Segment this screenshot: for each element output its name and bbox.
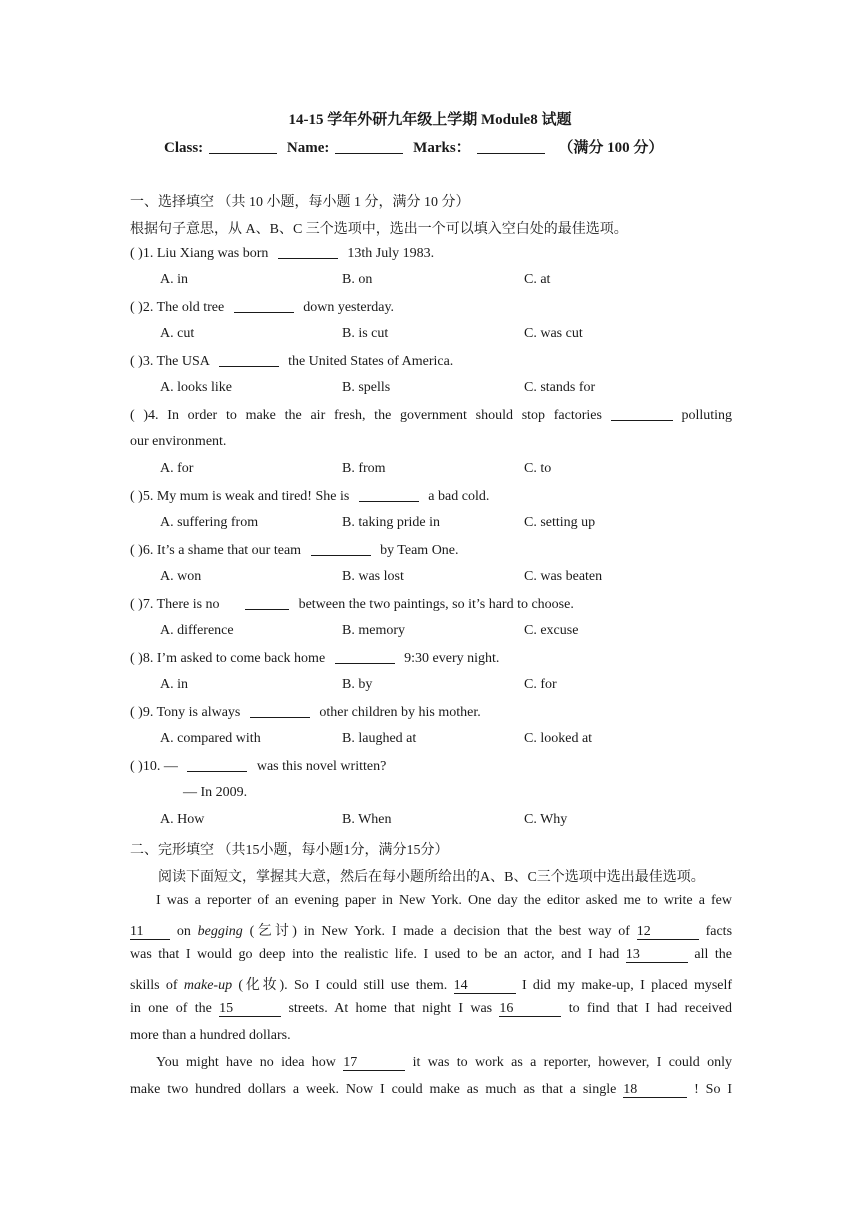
q7-option-b: B. memory [342, 623, 405, 638]
q10-option-c: C. Why [524, 812, 568, 827]
cloze-blank-12[interactable]: 12 [637, 925, 699, 940]
q1-option-a: A. in [160, 272, 188, 287]
cloze-blank-13[interactable]: 13 [626, 948, 688, 963]
passage-line-4: skills of make-up (化妆). So I could still use them. 14 I did my make-up, I placed myself [130, 978, 733, 993]
question-10: ( )10. — was this novel written? [130, 759, 387, 774]
q7-option-c: C. excuse [524, 623, 579, 638]
q4-option-a: A. for [160, 461, 194, 476]
question-10-response: — In 2009. [183, 785, 248, 800]
q6-option-a: A. won [160, 569, 202, 584]
q10-option-b: B. When [342, 812, 392, 827]
class-label: Class: [164, 140, 204, 156]
q3-option-a: A. looks like [160, 380, 232, 395]
answer-blank[interactable] [250, 704, 310, 718]
passage-line-3: was that I would go deep into the realistic life. I used to be an actor, and I had 13 all the [130, 947, 732, 962]
question-8: ( )8. I’m asked to come back home 9:30 every night. [130, 651, 500, 666]
passage-line-1: I was a reporter of an evening paper in New York. One day the editor asked me to write a few [156, 893, 732, 908]
question-9: ( )9. Tony is always other children by his mother. [130, 705, 481, 720]
q7-option-a: A. difference [160, 623, 234, 638]
answer-blank[interactable] [611, 407, 673, 421]
student-info-line [164, 136, 663, 157]
question-5: ( )5. My mum is weak and tired! She is a bad cold. [130, 489, 490, 504]
answer-blank[interactable] [359, 488, 419, 502]
q6-option-c: C. was beaten [524, 569, 603, 584]
question-2: ( )2. The old tree down yesterday. [130, 300, 395, 315]
cloze-blank-14[interactable]: 14 [454, 979, 516, 994]
q8-option-c: C. for [524, 677, 557, 692]
passage-line-8: make two hundred dollars a week. Now I could make as much as that a single 18 ! So I [130, 1082, 733, 1097]
cloze-blank-17[interactable]: 17 [343, 1056, 405, 1071]
q1-option-c: C. at [524, 272, 551, 287]
q4-option-b: B. from [342, 461, 386, 476]
answer-blank[interactable] [311, 542, 371, 556]
q8-option-a: A. in [160, 677, 188, 692]
q3-option-b: B. spells [342, 380, 391, 395]
q5-option-a: A. suffering from [160, 515, 259, 530]
passage-line-2: 11 on begging (乞讨) in New York. I made a decision that the best way of 12 facts [130, 924, 733, 939]
question-6: ( )6. It’s a shame that our team by Team One. [130, 543, 459, 558]
section1-heading: 一、选择填空 （共 10 小题，每小题 1 分，满分 10 分） [130, 195, 470, 210]
name-blank[interactable] [335, 139, 403, 154]
q4-option-c: C. to [524, 461, 552, 476]
section2-instruction: 阅读下面短文，掌握其大意，然后在每小题所给出的A、B、C三个选项中选出最佳选项。 [158, 870, 705, 885]
section2-heading: 二、完形填空 （共15小题，每小题1分，满分15分） [130, 843, 449, 858]
answer-blank[interactable] [187, 758, 247, 772]
q3-option-c: C. stands for [524, 380, 596, 395]
q8-option-b: B. by [342, 677, 373, 692]
q1-option-b: B. on [342, 272, 373, 287]
section1-instruction: 根据句子意思，从 A、B、C 三个选项中，选出一个可以填入空白处的最佳选项。 [130, 222, 628, 237]
q9-option-b: B. laughed at [342, 731, 417, 746]
full-score-note: （满分 100 分） [558, 140, 664, 156]
answer-blank[interactable] [245, 596, 289, 610]
class-blank[interactable] [209, 139, 277, 154]
answer-blank[interactable] [234, 299, 294, 313]
marks-label: Marks： [413, 140, 471, 156]
answer-blank[interactable] [335, 650, 395, 664]
answer-blank[interactable] [219, 353, 279, 367]
cloze-blank-11[interactable]: 11 [130, 925, 170, 940]
question-3: ( )3. The USA the United States of America. [130, 354, 454, 369]
q6-option-b: B. was lost [342, 569, 404, 584]
passage-line-6: more than a hundred dollars. [130, 1028, 291, 1043]
name-label: Name: [286, 140, 330, 156]
question-7: ( )7. There is no between the two paintings, so it’s hard to choose. [130, 597, 574, 612]
q2-option-b: B. is cut [342, 326, 389, 341]
q9-option-a: A. compared with [160, 731, 261, 746]
passage-line-5: in one of the 15 streets. At home that night I was 16 to find that I had received [130, 1001, 733, 1016]
q5-option-c: C. setting up [524, 515, 596, 530]
marks-blank[interactable] [477, 139, 545, 154]
q10-option-a: A. How [160, 812, 205, 827]
q5-option-b: B. taking pride in [342, 515, 440, 530]
page-title: 14-15 学年外研九年级上学期 Module8 试题 [288, 112, 572, 128]
question-4: ( )4. In order to make the air fresh, the government should stop factories polluting [130, 408, 732, 423]
question-1: ( )1. Liu Xiang was born 13th July 1983. [130, 246, 435, 261]
q2-option-c: C. was cut [524, 326, 583, 341]
answer-blank[interactable] [278, 245, 338, 259]
cloze-blank-18[interactable]: 18 [623, 1083, 687, 1098]
q9-option-c: C. looked at [524, 731, 593, 746]
cloze-blank-15[interactable]: 15 [219, 1002, 281, 1017]
passage-line-7: You might have no idea how 17 it was to work as a reporter, however, I could only [156, 1055, 733, 1070]
q2-option-a: A. cut [160, 326, 195, 341]
cloze-blank-16[interactable]: 16 [499, 1002, 561, 1017]
question-4-continued: our environment. [130, 434, 227, 449]
